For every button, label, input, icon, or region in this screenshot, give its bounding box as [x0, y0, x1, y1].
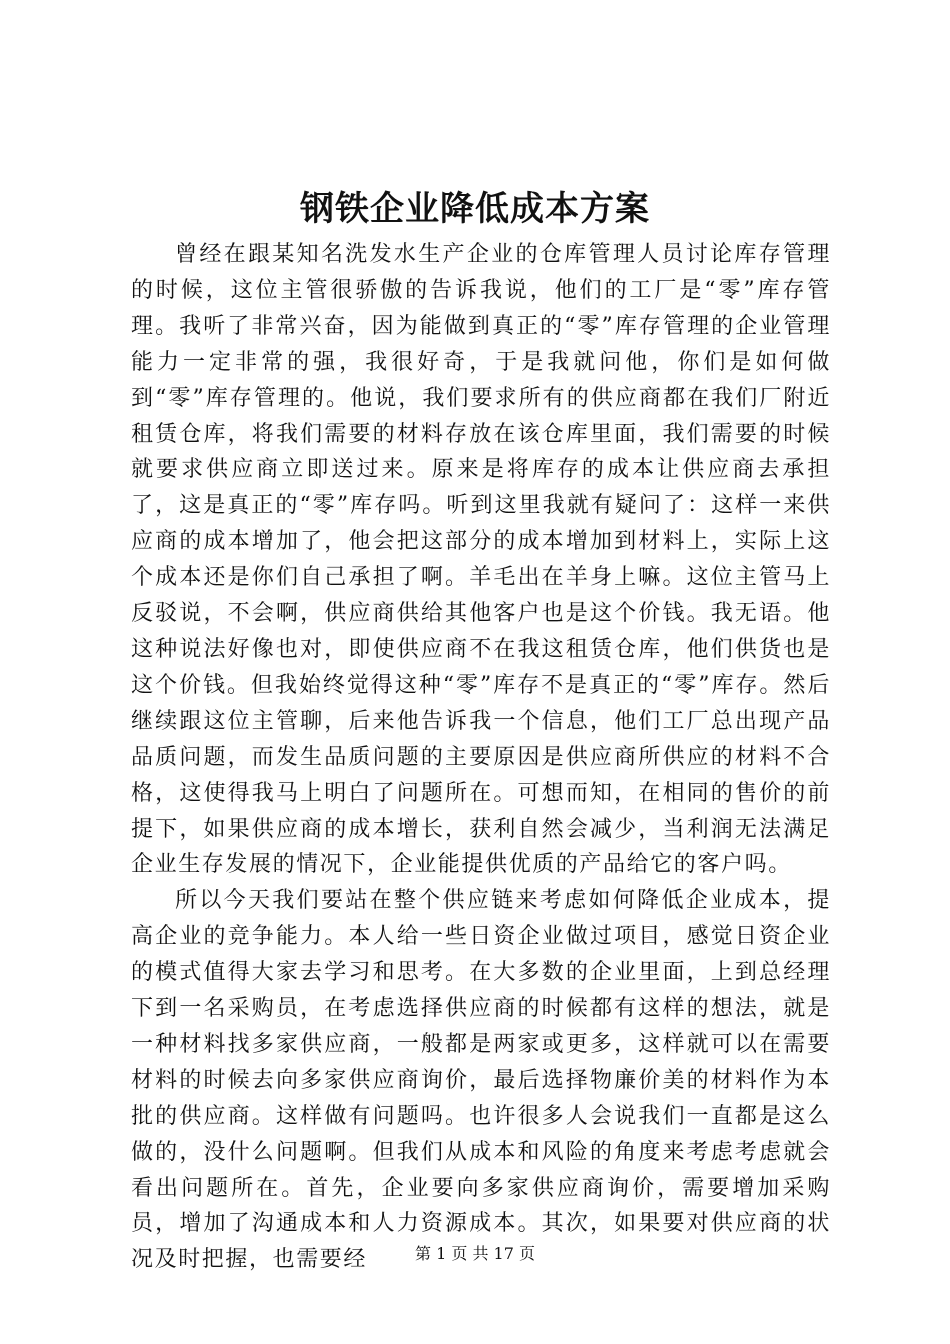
page-footer: 第 1 页 共 17 页 — [415, 1244, 535, 1263]
paragraph: 曾经在跟某知名洗发水生产企业的仓库管理人员讨论库存管理的时候，这位主管很骄傲的告诉我说，他们的工厂是“零”库存管理。我听了非常兴奋，因为能做到真正的“零”库存管理的企业管理能力一定非常的强，我很好奇，于是我就问他，你们是如何做到“零”库存管理的。他说，我们要求所有的供应商都在我们厂附近租赁仓库，将我们需要的材料存放在该仓库里面，我们需要的时候就要求供应商立即送过来。原来是将库存的成本让供应商去承担了，这是真正的“零”库存吗。听到这里我就有疑问了：这样一来供应商的成本增加了，他会把这部分的成本增加到材料上，实际上这个成本还是你们自己承担了啊。羊毛出在羊身上嘛。这位主管马上反驳说，不会啊，供应商供给其他客户也是这个价钱。我无语。他这种说法好像也对，即使供应商不在我这租赁仓库，他们供货也是这个价钱。但我始终觉得这种“零”库存不是真正的“零”库存。然后继续跟这位主管聊，后来他告诉我一个信息，他们工厂总出现产品品质问题，而发生品质问题的主要原因是供应商所供应的材料不合格，这使得我马上明白了问题所在。可想而知，在相同的售价的前提下，如果供应商的成本增长，获利自然会减少，当利润无法满足企业生存发展的情况下，企业能提供优质的产品给它的客户吗。 — [131, 242, 831, 878]
paragraph: 所以今天我们要站在整个供应链来考虑如何降低企业成本，提高企业的竞争能力。本人给一些日资企业做过项目，感觉日资企业的模式值得大家去学习和思考。在大多数的企业里面，上到总经理下到一名采购员，在考虑选择供应商的时候都有这样的想法，就是一种材料找多家供应商，一般都是两家或更多，这样就可以在需要材料的时候去向多家供应商询价，最后选择物廉价美的材料作为本批的供应商。这样做有问题吗。也许很多人会说我们一直都是这么做的，没什么问题啊。但我们从成本和风险的角度来考虑考虑就会看出问题所在。首先，企业要向多家供应商询价，需要增加采购员，增加了沟通成本和人力资源成本。其次，如果要对供应商的状况及时把握，也需要经 — [131, 888, 831, 1273]
document-body — [131, 237, 831, 1278]
page-title: 钢铁企业降低成本方案 — [300, 189, 650, 229]
